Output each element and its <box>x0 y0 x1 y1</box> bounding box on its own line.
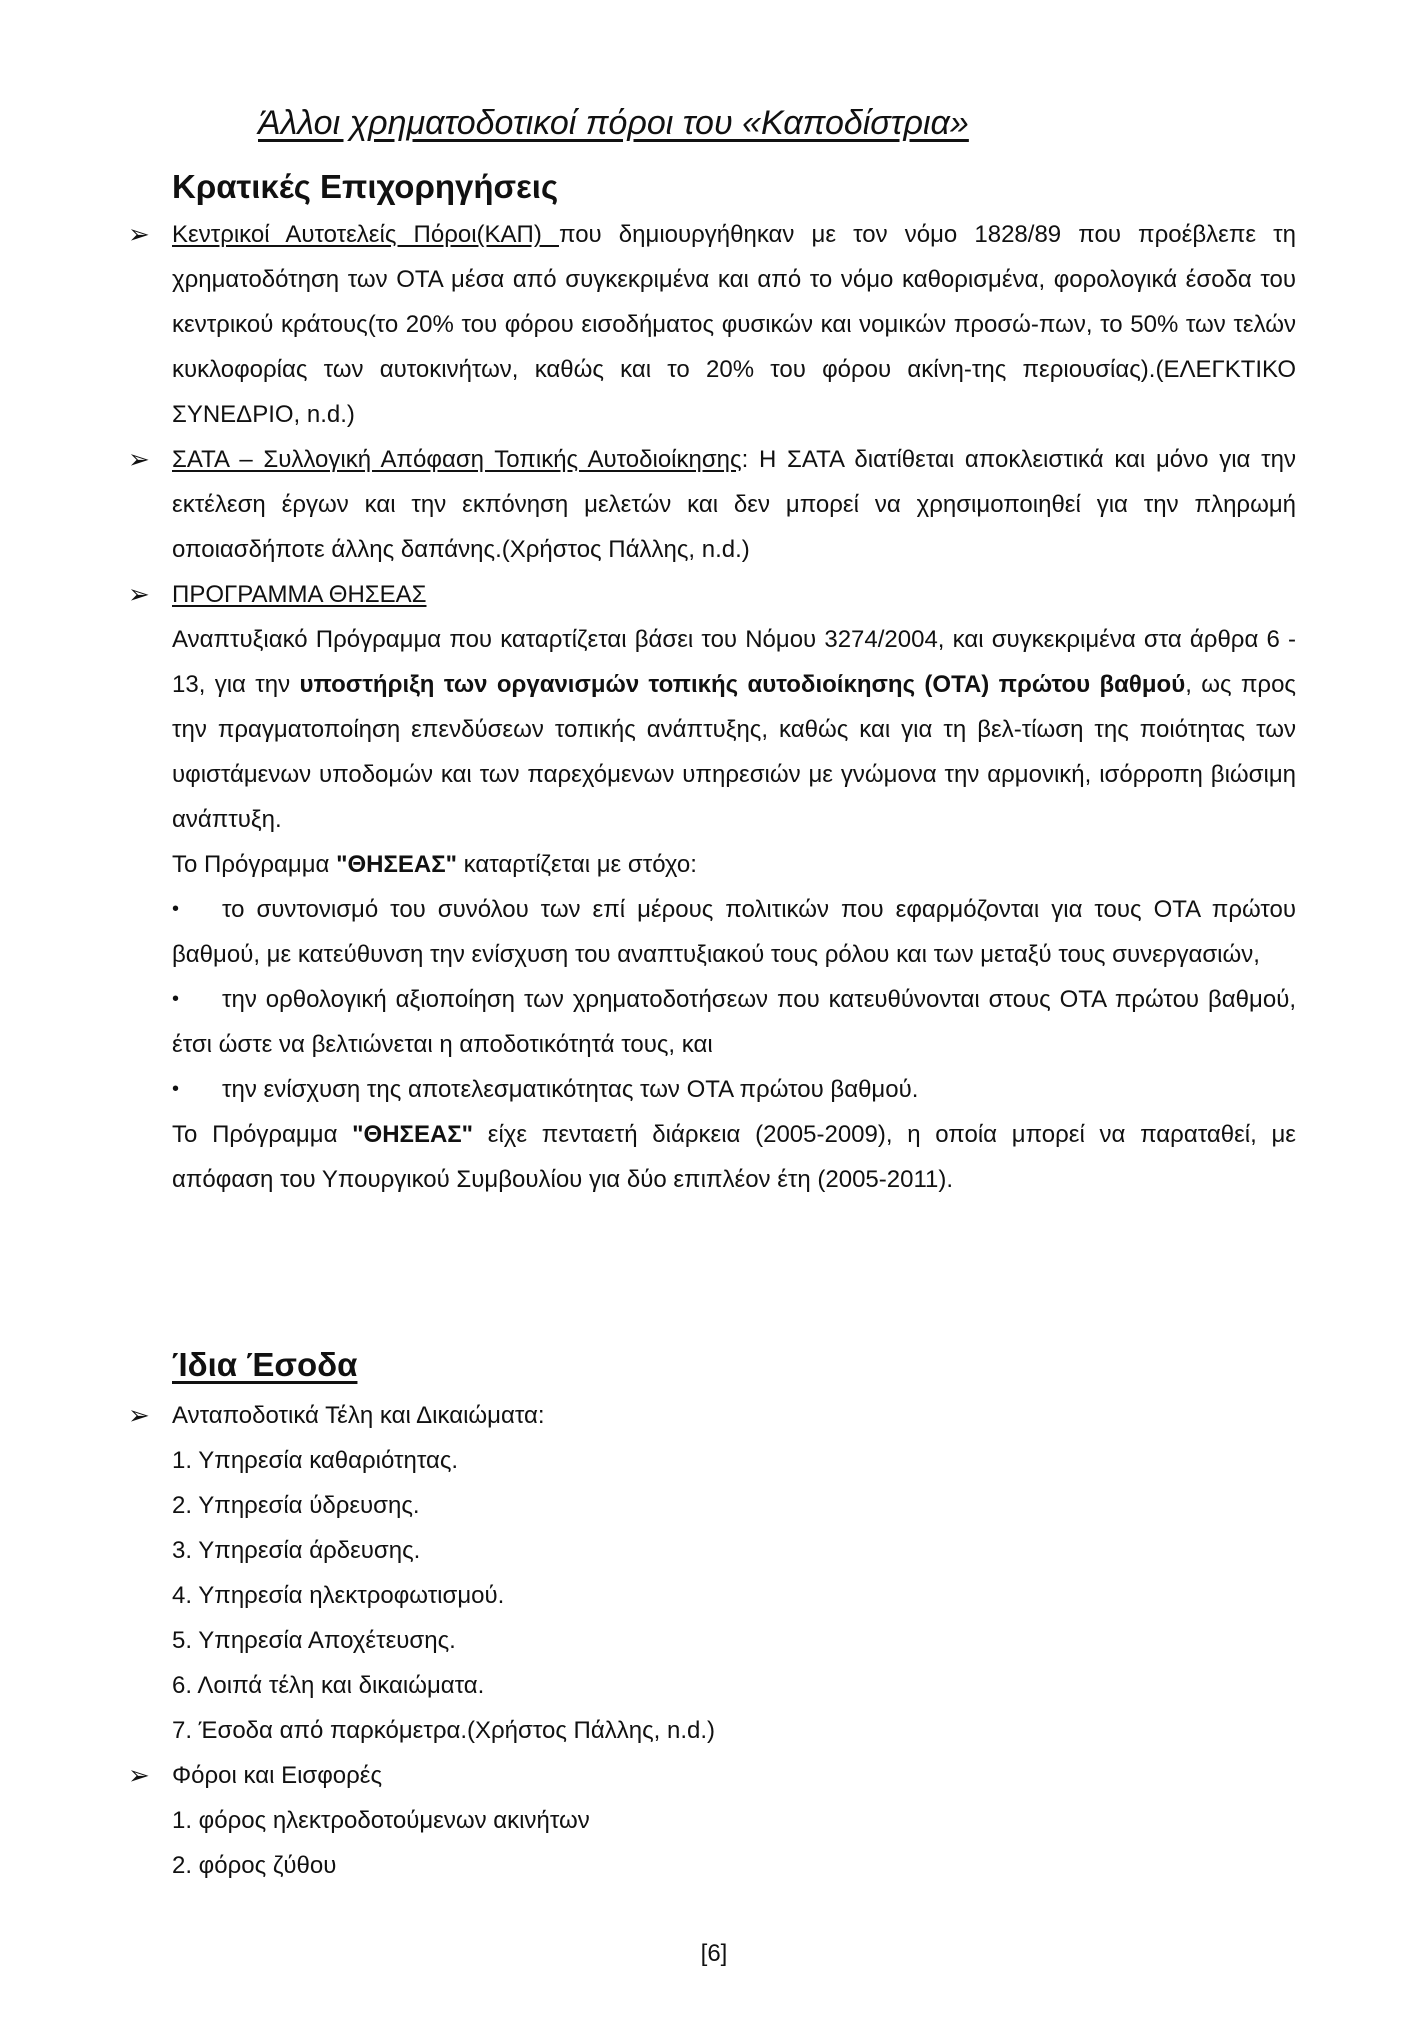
bullet-dot-icon: • <box>172 988 180 1010</box>
theseas-goal-1: • το συντονισμό του συνόλου των επί μέρους πολιτικών που εφαρμόζονται για τους ΟΤΑ πρώτου βαθμού, με κατεύθυνση την ενίσχυση του αναπτυξιακού τους ρόλου και των μεταξύ τους συνεργασιών, <box>172 887 1296 977</box>
fee-item: 1. Υπηρεσία καθαριότητας. <box>172 1447 459 1474</box>
theseas-paragraph-3: Το Πρόγραμμα "ΘΗΣΕΑΣ" είχε πενταετή διάρκεια (2005-2009), η οποία μπορεί να παραταθεί, με απόφαση του Υπουργικού Συμβουλίου για δύο επιπλέον έτη (2005-2011). <box>172 1121 1296 1193</box>
section-heading-state-grants: Κρατικές Επιχορηγήσεις <box>172 168 559 205</box>
arrow-bullet-icon: ➢ <box>128 219 150 249</box>
fee-item: 3. Υπηρεσία άρδευσης. <box>172 1537 421 1564</box>
tax-item: 2. φόρος ζύθου <box>172 1852 337 1879</box>
theseas-term: ΠΡΟΓΡΑΜΜΑ ΘΗΣΕΑΣ <box>172 581 427 608</box>
theseas-goal-3: • την ενίσχυση της αποτελεσματικότητας των ΟΤΑ πρώτου βαθμού. <box>172 1067 1296 1112</box>
arrow-bullet-icon: ➢ <box>128 1760 150 1790</box>
theseas-paragraph-1: Αναπτυξιακό Πρόγραμμα που καταρτίζεται βάσει του Νόμου 3274/2004, και συγκεκριμένα στα άρθρα 6 - 13, για την υποστήριξη των οργανισμών τοπικής αυτοδιοίκησης (ΟΤΑ) πρώτου βαθμού, ως προς την πραγματοποίηση επενδύσεων τοπικής ανάπτυξης, καθώς και για τη βελ-τίωση της ποιότητας των υφιστάμενων υποδομών και των παρεχόμενων υπηρεσιών με γνώμονα την αρμονική, ισόρροπη βιώσιμη ανάπτυξη. <box>172 626 1296 833</box>
sata-term: ΣΑΤΑ – Συλλογική Απόφαση Τοπικής Αυτοδιοίκησης <box>172 446 742 473</box>
list-item-kap <box>128 212 1297 437</box>
bullet-dot-icon: • <box>172 898 180 920</box>
list-item-sata <box>128 437 1296 572</box>
sata-text: : Η ΣΑΤΑ διατίθεται αποκλειστικά και μόνο για την εκτέλεση έργων και την εκπόνηση μελετών και δεν μπορεί να χρησιμοποιηθεί για την πληρωμή οποιασδήποτε άλλης δαπάνης.(Χρήστος Πάλλης, n.d.) <box>172 446 1296 563</box>
theseas-goal-2: • την ορθολογική αξιοποίηση των χρηματοδοτήσεων που κατευθύνονται στους ΟΤΑ πρώτου βαθμού, έτσι ώστε να βελτιώνεται η αποδοτικότητά τους, και <box>172 977 1296 1067</box>
kap-term: Κεντρικοί Αυτοτελείς Πόροι(ΚΑΠ) <box>172 221 559 248</box>
tax-item: 1. φόρος ηλεκτροδοτούμενων ακινήτων <box>172 1807 590 1834</box>
arrow-bullet-icon: ➢ <box>128 579 150 609</box>
fee-item: 4. Υπηρεσία ηλεκτροφωτισμού. <box>172 1582 505 1609</box>
arrow-bullet-icon: ➢ <box>128 444 150 474</box>
fee-item: 6. Λοιπά τέλη και δικαιώματα. <box>172 1672 485 1699</box>
section-heading-own-revenue: Ίδια Έσοδα <box>172 1346 358 1383</box>
section-state-grants <box>128 212 1297 1202</box>
kap-text: που δημιουργήθηκαν με τον νόμο 1828/89 που προέβλεπε τη χρηματοδότηση των ΟΤΑ μέσα από συγκεκριμένα και από το νόμο καθορισμένα, φορολογικά έσοδα του κεντρικού κράτους(το 20% του φόρου εισοδήματος φυσικών και νομικών προσώ-πων, το 50% των τελών κυκλοφορίας των αυτοκινήτων, καθώς και το 20% του φόρου ακίνη-της περιουσίας).(ΕΛΕΓΚΤΙΚΟ ΣΥΝΕΔΡΙΟ, n.d.) <box>172 221 1297 428</box>
fee-item: 7. Έσοδα από παρκόμετρα.(Χρήστος Πάλλης, n.d.) <box>172 1717 716 1744</box>
list-item-taxes: ➢ Φόροι και Εισφορές <box>172 1753 1296 1798</box>
arrow-bullet-icon: ➢ <box>128 1400 150 1430</box>
fee-item: 5. Υπηρεσία Αποχέτευσης. <box>172 1627 456 1654</box>
fee-item: 2. Υπηρεσία ύδρευσης. <box>172 1492 420 1519</box>
page-number: [6] <box>700 1940 728 1967</box>
page-title: Άλλοι χρηματοδοτικοί πόροι του «Καποδίστρια» <box>258 104 969 142</box>
section-own-revenue <box>128 1393 1296 1888</box>
theseas-paragraph-2: Το Πρόγραμμα "ΘΗΣΕΑΣ" καταρτίζεται με στόχο: <box>172 851 697 878</box>
bullet-dot-icon: • <box>172 1078 180 1100</box>
list-item-fees: ➢ Ανταποδοτικά Τέλη και Δικαιώματα: <box>172 1393 1296 1438</box>
list-item-theseas <box>128 572 1296 617</box>
